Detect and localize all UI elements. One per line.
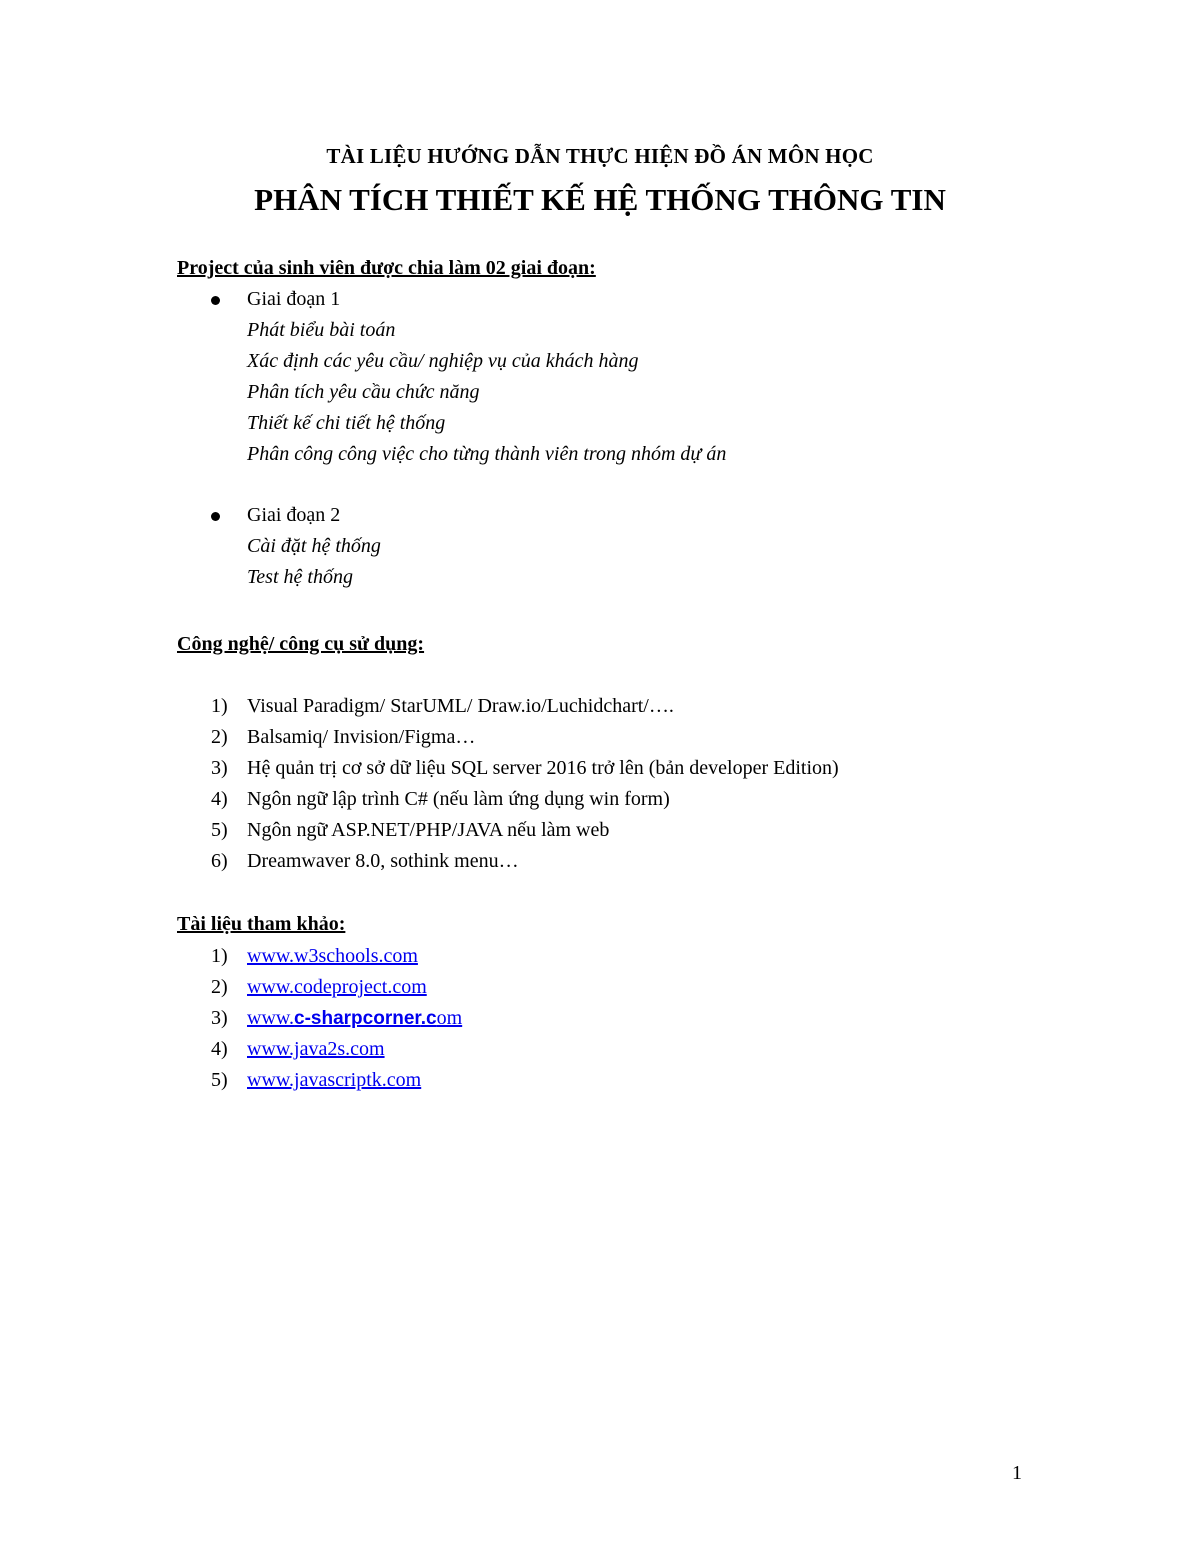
phase1-item: Phân công công việc cho từng thành viên trong nhóm dự án [247,443,727,465]
phase2-item: Test hệ thống [247,566,353,588]
bullet-icon [211,296,220,305]
tool-item: Ngôn ngữ lập trình C# (nếu làm ứng dụng win form) [247,788,670,810]
bullet-icon [211,512,220,521]
references-heading: Tài liệu tham khảo: [177,913,346,935]
tool-item: Balsamiq/ Invision/Figma… [247,726,476,748]
phase1-item: Phát biểu bài toán [247,319,396,341]
reference-link-codeproject[interactable]: www.codeproject.com [247,976,427,998]
list-number: 5) [211,819,228,841]
list-number: 4) [211,1038,228,1060]
reference-link-c-sharpcorner[interactable] [247,1007,462,1030]
reference-link-w3schools[interactable]: www.w3schools.com [247,945,418,967]
link-part: om [436,1007,463,1029]
tool-item: Visual Paradigm/ StarUML/ Draw.io/Luchidchart/…. [247,695,674,717]
tool-item: Dreamwaver 8.0, sothink menu… [247,850,519,872]
list-number: 1) [211,695,228,717]
list-number: 2) [211,976,228,998]
list-number: 4) [211,788,228,810]
list-number: 2) [211,726,228,748]
phase1-label: Giai đoạn 1 [247,288,341,310]
reference-link-java2s[interactable]: www.java2s.com [247,1038,385,1060]
phase1-item: Phân tích yêu cầu chức năng [247,381,480,403]
tool-item: Ngôn ngữ ASP.NET/PHP/JAVA nếu làm web [247,819,610,841]
link-part: c-sharpcorner [294,1008,421,1029]
link-part: www. [247,1007,295,1029]
list-number: 6) [211,850,228,872]
list-number: 1) [211,945,228,967]
phase1-item: Thiết kế chi tiết hệ thống [247,412,446,434]
list-number: 5) [211,1069,228,1091]
list-number: 3) [211,757,228,779]
document-subtitle: TÀI LIỆU HƯỚNG DẪN THỰC HIỆN ĐỒ ÁN MÔN HỌC [326,144,874,168]
project-heading: Project của sinh viên được chia làm 02 giai đoạn: [177,257,596,279]
page-number: 1 [1012,1462,1022,1484]
document-title: PHÂN TÍCH THIẾT KẾ HỆ THỐNG THÔNG TIN [254,182,946,217]
tool-item: Hệ quản trị cơ sở dữ liệu SQL server 2016 trở lên (bản developer Edition) [247,757,839,779]
phase2-label: Giai đoạn 2 [247,504,341,526]
link-part: .c [420,1008,437,1029]
reference-link-javascriptk[interactable]: www.javascriptk.com [247,1069,422,1091]
list-number: 3) [211,1007,228,1029]
phase2-item: Cài đặt hệ thống [247,535,381,557]
tools-heading: Công nghệ/ công cụ sử dụng: [177,633,425,655]
phase1-item: Xác định các yêu cầu/ nghiệp vụ của khách hàng [247,350,639,372]
